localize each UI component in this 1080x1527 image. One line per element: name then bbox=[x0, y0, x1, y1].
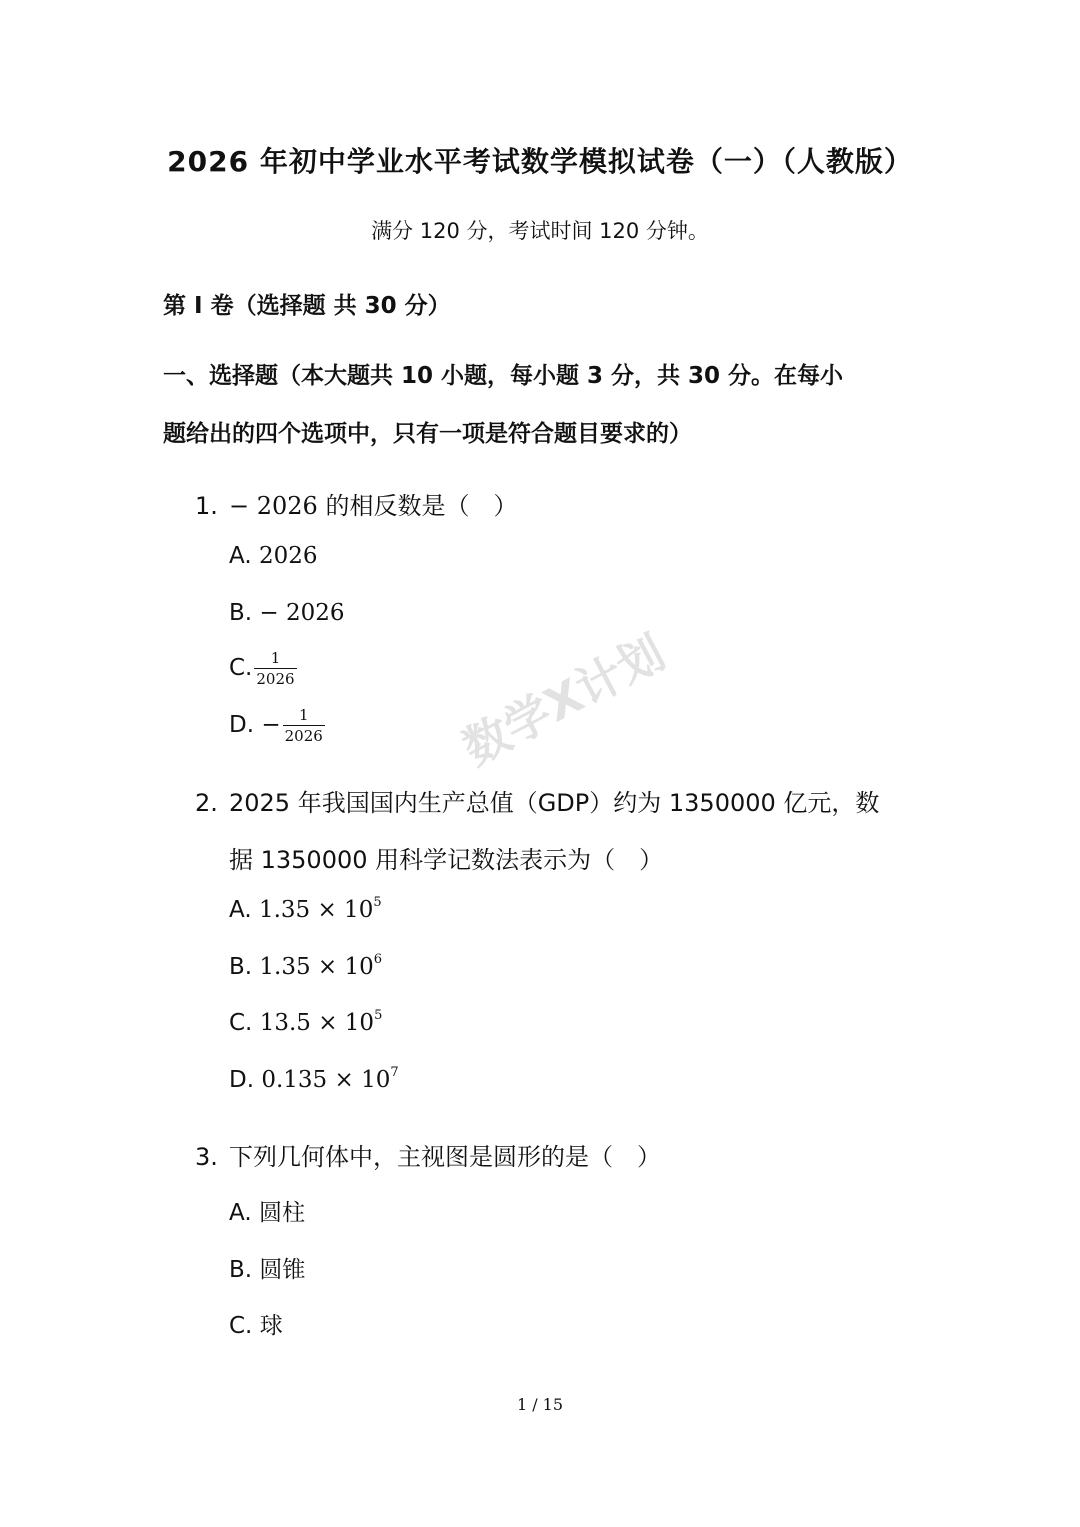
option-2b: B. $1.35 \times 10^6$ bbox=[229, 952, 383, 980]
option-3b: B. 圆锥 bbox=[229, 1257, 306, 1283]
option-3c: C. 球 bbox=[229, 1313, 283, 1339]
option-value: − 2026 bbox=[259, 600, 345, 626]
option-1a: A. 2026 bbox=[229, 543, 318, 569]
question-stem-math: − 2026 bbox=[229, 492, 318, 520]
option-1d: D. − $\frac{1}{2026}$ bbox=[229, 706, 323, 745]
option-2d: D. $0.135 \times 10^7$ bbox=[229, 1065, 399, 1093]
watermark: 数学X计划 bbox=[454, 624, 674, 776]
option-value: 圆锥 bbox=[259, 1257, 306, 1283]
option-value: 球 bbox=[259, 1313, 283, 1339]
instructions-line-1: 一、选择题（本大题共 10 小题，每小题 3 分，共 30 分。在每小 bbox=[163, 363, 844, 389]
instructions-line-2: 题给出的四个选项中，只有一项是符合题目要求的） bbox=[163, 421, 692, 447]
page-number: 1 / 15 bbox=[516, 1395, 564, 1414]
option-1b: B. − 2026 bbox=[229, 600, 345, 626]
fraction: $\frac{1}{2026}$ bbox=[256, 649, 295, 688]
question-stem: 下列几何体中，主视图是圆形的是（ ） bbox=[229, 1143, 661, 1171]
option-2c: C. $13.5 \times 10^5$ bbox=[229, 1008, 383, 1036]
question-1 bbox=[195, 486, 517, 521]
option-3a: A. 圆柱 bbox=[229, 1200, 305, 1226]
exam-info: 满分 120 分，考试时间 120 分钟。 bbox=[371, 219, 709, 243]
question-stem: 2025 年我国国内生产总值（GDP）约为 1350000 亿元，数 bbox=[229, 789, 880, 817]
question-2 bbox=[195, 783, 879, 818]
question-3 bbox=[195, 1137, 661, 1172]
section-heading: 第 I 卷（选择题 共 30 分） bbox=[163, 293, 451, 319]
question-stem-text: 的相反数是（ ） bbox=[317, 492, 518, 520]
question-number: 2. bbox=[195, 789, 218, 817]
option-value: 圆柱 bbox=[258, 1200, 305, 1226]
question-number: 1. bbox=[195, 492, 218, 520]
option-value: 2026 bbox=[258, 543, 318, 569]
question-2-continued: 据 1350000 用科学记数法表示为（ ） bbox=[229, 846, 664, 874]
option-1c: C. $\frac{1}{2026}$ bbox=[229, 649, 295, 688]
question-number: 3. bbox=[195, 1143, 218, 1171]
fraction: $\frac{1}{2026}$ bbox=[284, 706, 323, 745]
page-title: 2026 年初中学业水平考试数学模拟试卷（一）（人教版） bbox=[167, 145, 913, 178]
option-2a: A. $1.35 \times 10^5$ bbox=[229, 895, 382, 923]
